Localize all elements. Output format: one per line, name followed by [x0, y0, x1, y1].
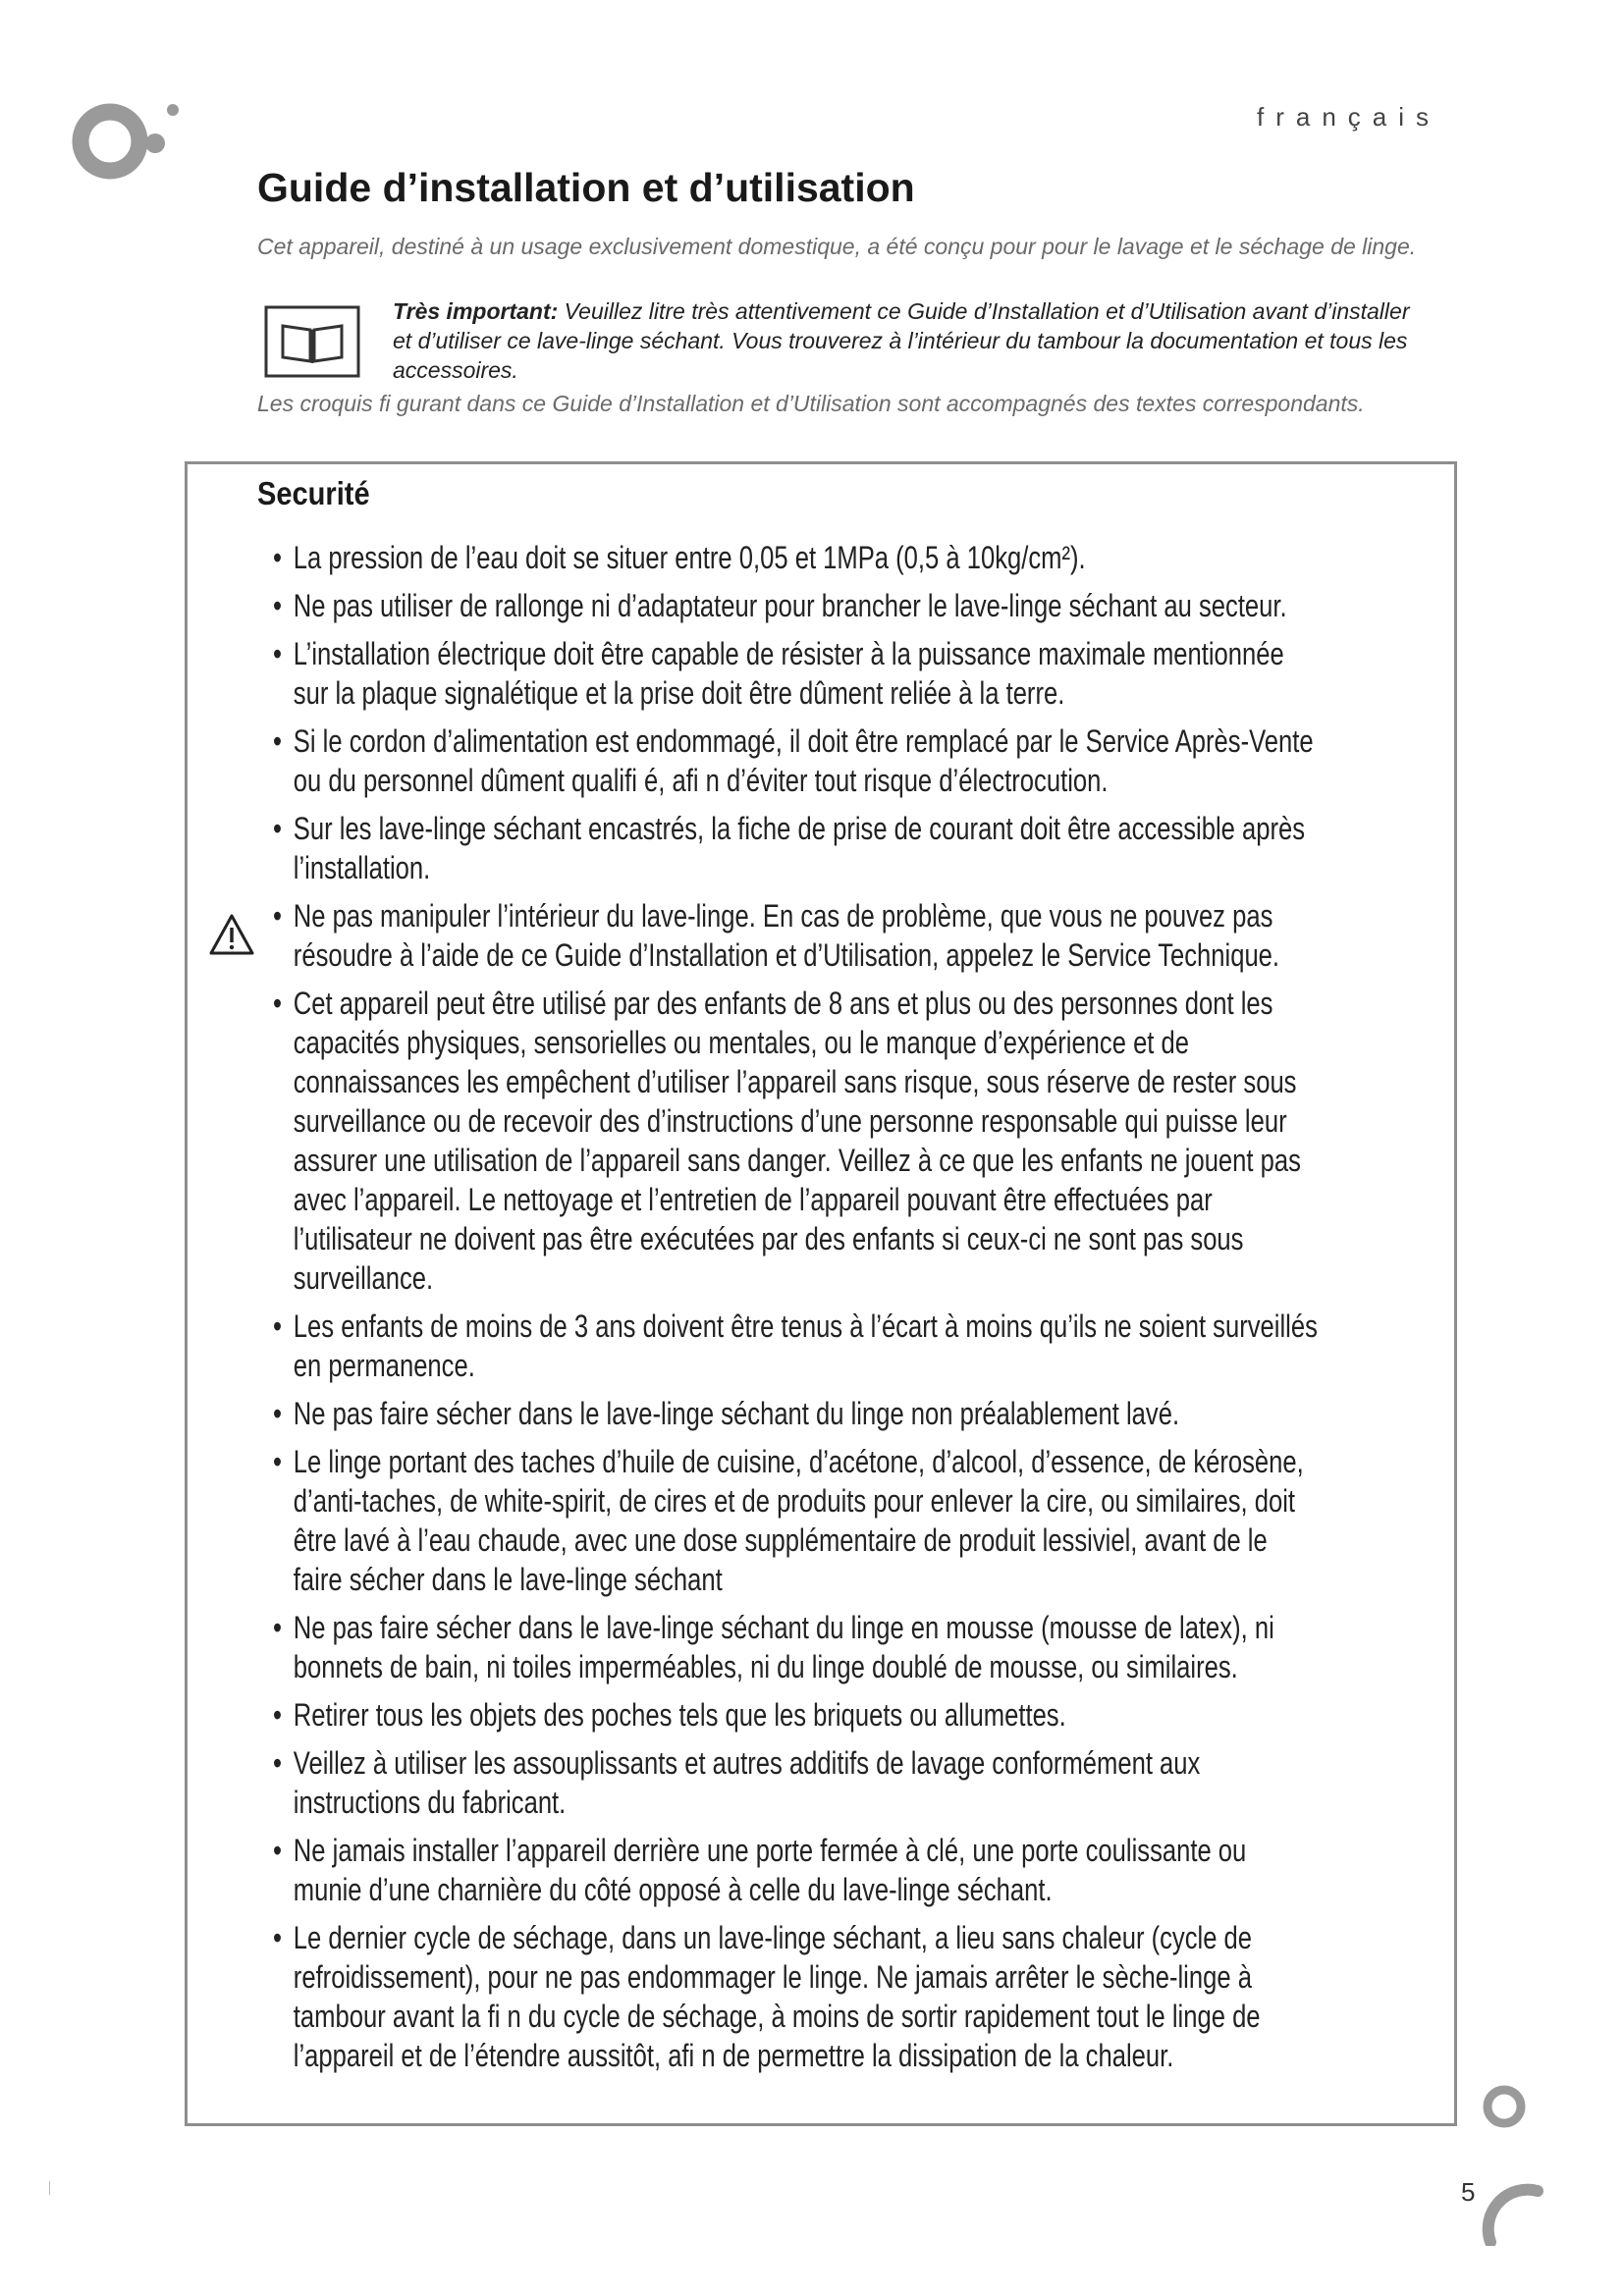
page-number: 5 — [1461, 2177, 1476, 2207]
list-item: • La pression de l’eau doit se situer entre 0,05 et 1MPa (0,5 à 10kg/cm²). — [273, 538, 1318, 577]
important-label: Très important: — [393, 298, 559, 324]
list-item: • Ne pas faire sécher dans le lave-linge séchant du linge en mousse (mousse de latex), ni bonnets de bain, ni toiles imperméables, ni du linge doublé de mousse, ou similaires. — [273, 1608, 1318, 1686]
book-icon — [263, 304, 361, 379]
security-title: Securité — [257, 475, 370, 511]
list-item: • Cet appareil peut être utilisé par des enfants de 8 ans et plus ou des personnes dont les capacités physiques, sensorielles ou mentales, ou le manque d’expérience et de connaissances les empêchent d’utiliser l’appareil sans risque, sous réserve de rester sous surveillance ou de recevoir des d’instructions d’une personne responsable qui puisse leur assurer une utilisation de l’appareil sans danger. Veillez à ce que les enfants ne jouent pas avec l’appareil. Le nettoyage et l’entretien de l’appareil pouvant être effectuées par l’utilisateur ne doivent pas être exécutées par des enfants si ceux-ci ne sont pas sous surveillance. — [273, 984, 1318, 1298]
list-item: • Ne pas utiliser de rallonge ni d’adaptateur pour brancher le lave-linge séchant au secteur. — [273, 586, 1318, 625]
list-item: • Sur les lave-linge séchant encastrés, la fiche de prise de courant doit être accessible après l’installation. — [273, 809, 1318, 887]
important-text: Veuillez litre très attentivement ce Guide d’Installation et d’Utilisation avant d’installer et d’utiliser ce lave-linge séchant. Vous trouverez à l’intérieur du tambour la documentation et tous les accessoires. — [393, 298, 1410, 383]
intro-paragraph: Cet appareil, destiné à un usage exclusivement domestique, a été conçu pour pour le lavage et le séchage de linge. — [257, 234, 1417, 259]
list-item: • Ne pas manipuler l’intérieur du lave-linge. En cas de problème, que vous ne pouvez pas résoudre à l’aide de ce Guide d’Installation et d’Utilisation, appelez le Service Technique. — [273, 896, 1318, 975]
croquis-note: Les croquis fi gurant dans ce Guide d’Installation et d’Utilisation sont accompagnés des textes correspondants. — [257, 391, 1365, 416]
margin-tick — [49, 2181, 50, 2195]
list-item: • Le linge portant des taches d’huile de cuisine, d’acétone, d’alcool, d’essence, de kérosène, d’anti-taches, de white-spirit, de cires et de produits pour enlever la cire, ou similaires, doit être lavé à l’eau chaude, avec une dose supplémentaire de produit lessiviel, avant de le faire sécher dans le lave-linge séchant — [273, 1442, 1318, 1599]
list-item: • Les enfants de moins de 3 ans doivent être tenus à l’écart à moins qu’ils ne soient surveillés en permanence. — [273, 1307, 1318, 1385]
list-item: • Le dernier cycle de séchage, dans un lave-linge séchant, a lieu sans chaleur (cycle de refroidissement), pour ne pas endommager le linge. Ne jamais arrêter le sèche-linge à tambour avant la fi n du cycle de séchage, à moins de sortir rapidement tout le linge de l’appareil et de l’étendre aussitôt, afi n de permettre la dissipation de la chaleur. — [273, 1918, 1318, 2075]
security-list — [273, 538, 1318, 2084]
list-item: • Veillez à utiliser les assouplissants et autres additifs de lavage conformément aux instructions du fabricant. — [273, 1743, 1318, 1822]
brand-logo-icon — [71, 90, 208, 198]
important-notice — [393, 296, 1414, 385]
list-item: • Ne jamais installer l’appareil derrière une porte fermée à clé, une porte coulissante ou munie d’une charnière du côté opposé à celle du lave-linge séchant. — [273, 1831, 1318, 1909]
list-item: • Retirer tous les objets des poches tels que les briquets ou allumettes. — [273, 1695, 1318, 1735]
warning-icon — [208, 913, 255, 956]
decorative-arc-icon — [1477, 2177, 1545, 2246]
list-item: • Si le cordon d’alimentation est endommagé, il doit être remplacé par le Service Après-Vente ou du personnel dûment qualifi é, afi n d’éviter tout risque d’électrocution. — [273, 721, 1318, 800]
language-label: français — [1257, 102, 1441, 132]
decorative-ring-icon — [1481, 2083, 1528, 2130]
list-item: • Ne pas faire sécher dans le lave-linge séchant du linge non préalablement lavé. — [273, 1394, 1318, 1433]
page-title: Guide d’installation et d’utilisation — [257, 165, 915, 210]
list-item: • L’installation électrique doit être capable de résister à la puissance maximale mentionnée sur la plaque signalétique et la prise doit être dûment reliée à la terre. — [273, 634, 1318, 713]
